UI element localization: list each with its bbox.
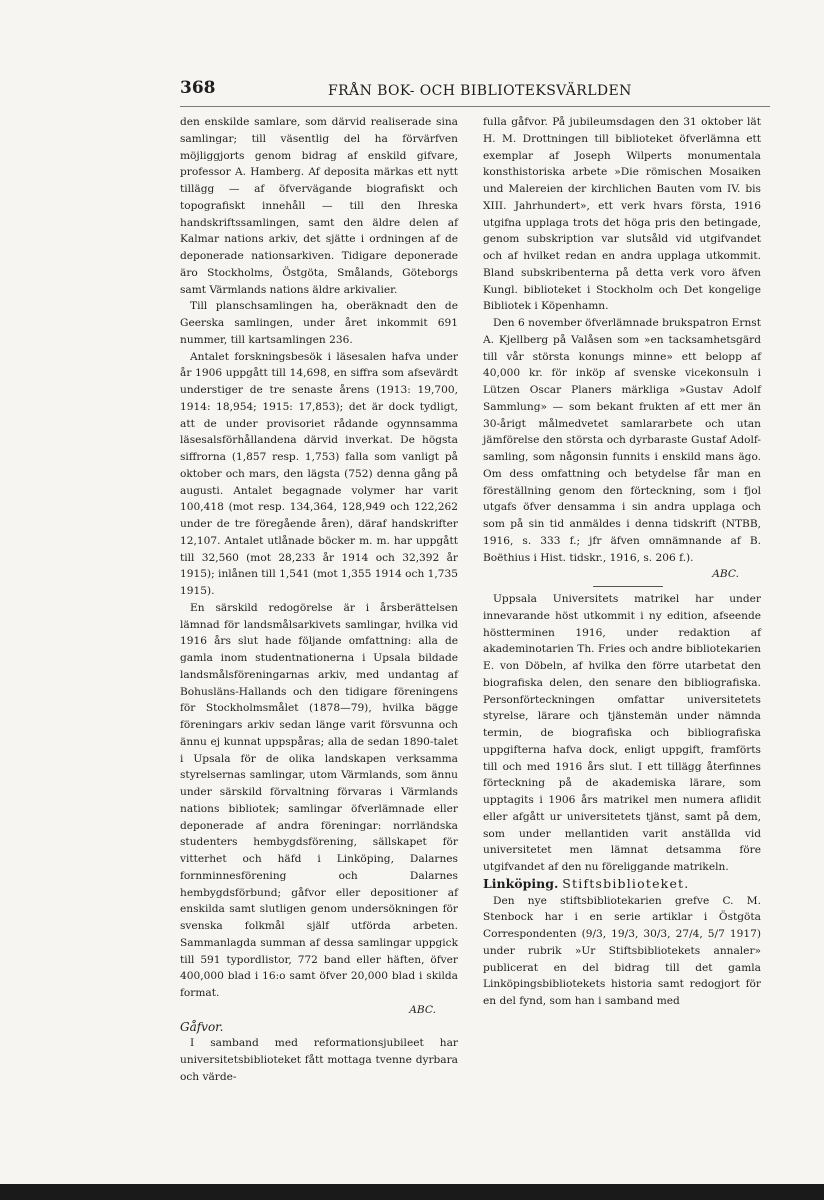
paragraph: Den 6 november öfverlämnade brukspatron Ernst A. Kjellberg på Valåsen som »en tacksamhetsgärd till vår största konungs minne» ett belopp af 40,000 kr. för inköp af svenske vicekonsuln i Lützen Oscar Planers märkliga »Gustav Adolf Sammlung» — som bekant frukten af ett mer än 30-årigt målmedvetet samlararbete och utan jämförelse den största och dyrbaraste Gustaf Adolf-samling, som någonsin funnits i enskild mans ägo. Om dess omfattning och betydelse får man en föreställning genom den förteckning, som i fjol utgafs öfver densamma i sin andra upplaga och som på sin tid anmäldes i denna tidskrift (NTBB, 1916, s. 333 f.; jfr äfven omnämnande af B. Boëthius i Hist. tidskr., 1916, s. 206 f.). (483, 317, 761, 564)
paragraph: Till planschsamlingen ha, oberäknadt den de Geerska samlingen, under året inkommit 691 nummer, till kartsamlingen 236. (180, 300, 458, 346)
header-rule (180, 106, 770, 107)
paragraph: En särskild redogörelse är i årsberättelsen lämnad för landsmålsarkivets samlingar, hvilka vid 1916 års slut hade följande omfattning: alla de gamla inom studentnationerna i Upsala bildade landsmålsföreningarnas arkiv, med undantag af Bohusläns-Hallands och den tidigare föreningens för Stockholmsmålet (1878—79), hvilka bägge föreningars arkiv sedan länge varit försvunna och ännu ej kunnat uppspåras; alla de sedan 1890-talet i Upsala för de olika landskapen verksamma styrelsernas samlingar, utom Värmlands, som ännu under särskild förvaltning förvaras i Värmlands nations bibliotek; samlingar öfverlämnade eller deponerade af andra föreningar: norrländska studenters hembygdsförening, sällskapet för vitterhet och häfd i Linköping, Dalarnes fornminnesförening och Dalarnes hembygdsförbund; gåfvor eller depositioner af enskilda samt slutligen genom undersökningen för svenska folkmål själf utförda arbeten. Sammanlagda summan af dessa samlingar uppgick till 591 typordlistor, 772 band eller häften, öfver 400,000 blad i 16:o samt öfver 20,000 blad i skilda format. (180, 601, 458, 999)
scan-bottom-edge (0, 1184, 824, 1200)
section-heading: Gåfvor. (180, 1019, 224, 1034)
running-head: FRÅN BOK- OCH BIBLIOTEKSVÄRLDEN (328, 83, 632, 99)
separator-rule (593, 586, 663, 587)
signature: ABC. (409, 1003, 436, 1016)
paragraph: Antalet forskningsbesök i läsesalen hafva under år 1906 uppgått till 14,698, en siffra som afsevärdt understiger de tre senaste årens (1913: 19,700, 1914: 18,954; 1915: 17,853); det är dock tydligt, att de under provisoriet rådande ogynnsamma läsesalsförhållandena därvid inverkat. De högsta siffrorna (1,857 resp. 1,753) falla som vanligt på oktober och mars, den lägsta (752) denna gång på augusti. Antalet begagnade volymer har varit 100,418 (mot resp. 134,364, 128,949 och 122,262 under de tre föregående åren), däraf handskrifter 12,107. Antalet utlånade böcker m. m. har uppgått till 32,560 (mot 28,233 år 1914 och 32,392 år 1915); inlånen till 1,541 (mot 1,355 1914 och 1,735 1915). (180, 350, 458, 597)
page-header (180, 78, 770, 104)
paragraph: Den nye stiftsbibliotekarien grefve C. M. Stenbock har i en serie artiklar i Östgöta Correspondenten (9/3, 19/3, 30/3, 27/4, 5/7 1917) under rubrik »Ur Stiftsbibliotekets annaler» publicerat en del bidrag till det gamla Linköpingsbibliotekets historia samt redogjort för en del fynd, som han i samband med (483, 894, 761, 1007)
page-number: 368 (180, 78, 216, 98)
city-name: Linköping. (483, 875, 559, 891)
city-heading (483, 876, 761, 893)
paragraph: Uppsala Universitets matrikel har under innevarande höst utkommit i ny edition, afseende höstterminen 1916, under redaktion af akademinotarien Th. Fries och andre bibliotekarien E. von Döbeln, af hvilka den förre utarbetat den biografiska delen, den senare den bibliografiska. Personförteckningen omfattar universitetets styrelse, lärare och tjänstemän under nämnda termin, de biografiska och bibliografiska uppgifterna hafva dock, enligt uppgift, framförts till och med 1916 års slut. I ett tillägg återfinnes förteckning på de akademiska lärare, som upptagits i 1906 års matrikel men numera aflidit eller afgått ur universitetets tjänst, samt på dem, som under mellantiden varit anställda vid universitetet men lämnat detsamma före utgifvandet af den nu föreliggande matrikeln. (483, 593, 761, 873)
signature: ABC. (712, 568, 739, 581)
paragraph: I samband med reformationsjubileet har universitetsbiblioteket fått mottaga tvenne dyrbara och värde- (180, 1037, 458, 1083)
right-column (483, 114, 761, 1010)
institution-name: Stiftsbiblioteket. (562, 875, 690, 891)
paragraph: den enskilde samlare, som därvid realiserade sina samlingar; till väsentlig del ha förvärfven möjliggjorts genom bidrag af enskild gifvare, professor A. Hamberg. Af deposita märkas ett nytt tillägg — af öfvervägande biografiskt och topografiskt innehåll — till den Ihreska handskriftssamlingen, samt den äldre delen af Kalmar nations arkiv, det sjätte i ordningen af de deponerade nationsarkiven. Tidigare deponerade äro Stockholms, Östgöta, Smålands, Göteborgs samt Värmlands nations äldre arkivalier. (180, 116, 458, 296)
left-column (180, 114, 458, 1086)
paragraph: fulla gåfvor. På jubileumsdagen den 31 oktober lät H. M. Drottningen till biblioteket öfverlämna ett exemplar af Joseph Wilperts monumentala konsthistoriska arbete »Die römischen Mosaiken und Malereien der kirchlichen Bauten vom IV. bis XIII. Jahrhundert», ett verk hvars första, 1916 utgifna upplaga trots det höga pris den betingade, genom subskription var slutsåld vid utgifvandet och af hvilket redan en andra upplaga utkommit. Bland subskribenterna på detta verk voro äfven Kungl. biblioteket i Stockholm och Det kongelige Bibliotek i Köpenhamn. (483, 116, 761, 313)
